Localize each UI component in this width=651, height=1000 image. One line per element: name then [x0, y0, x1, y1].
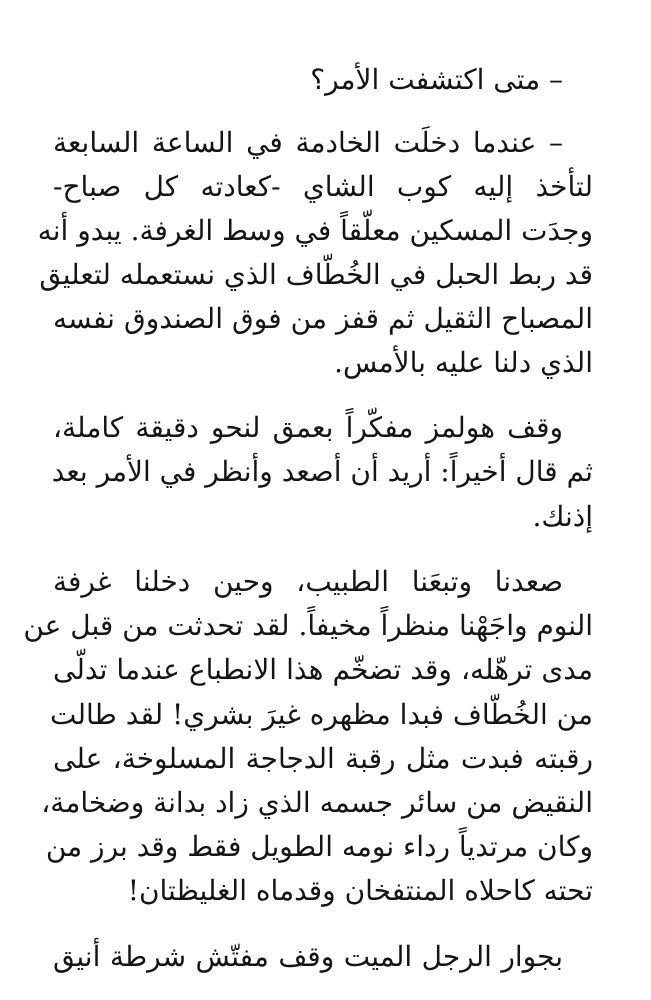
text-line: وقف هولمز مفكّراً بعمق لنحو دقيقة كاملة، [53, 411, 563, 444]
text-line: لتأخذ إليه كوب الشاي -كعادته كل صباح- [53, 170, 593, 203]
text-line: صعدنا وتبعَنا الطبيب، وحين دخلنا غرفة [53, 565, 563, 598]
text-line: وجدَت المسكين معلّقاً في وسط الغرفة. يبدو أنه [37, 214, 593, 247]
text-line: قد ربط الحبل في الخُطّاف الذي نستعمله لتعليق [39, 258, 593, 291]
text-line: – متى اكتشفت الأمر؟ [310, 63, 563, 96]
text-line: تحته كاحلاه المنتفخان وقدماه الغليظتان! [127, 874, 593, 907]
text-line: الذي دلنا عليه بالأمس. [334, 346, 593, 379]
text-line: مدى ترهّله، وقد تضخّم هذا الانطباع عندما تدلّى [53, 653, 593, 686]
text-line: رقبته فبدت مثل رقبة الدجاجة المسلوخة، على [53, 742, 593, 775]
text-line: – عندما دخلَت الخادمة في الساعة السابعة [53, 126, 563, 159]
text-line: النقيض من سائر جسمه الذي زاد بدانة وضخامة، [41, 786, 593, 819]
text-line: إذنك. [532, 500, 593, 533]
text-line: ثم قال أخيراً: أريد أن أصعد وأنظر في الأمر بعد [51, 455, 593, 488]
text-line: النوم واجَهْنا منظراً مخيفاً. لقد تحدثت من قبل عن [23, 609, 593, 642]
text-line: المصباح الثقيل ثم قفز من فوق الصندوق نفسه [53, 302, 593, 335]
text-line: وكان مرتدياً رداء نومه الطويل فقط وقد برز من [45, 830, 593, 863]
text-line: من الخُطّاف فبدا مظهره غيرَ بشري! لقد طالت [50, 698, 593, 731]
text-line: بجوار الرجل الميت وقف مفتّش شرطة أنيق [53, 940, 563, 973]
